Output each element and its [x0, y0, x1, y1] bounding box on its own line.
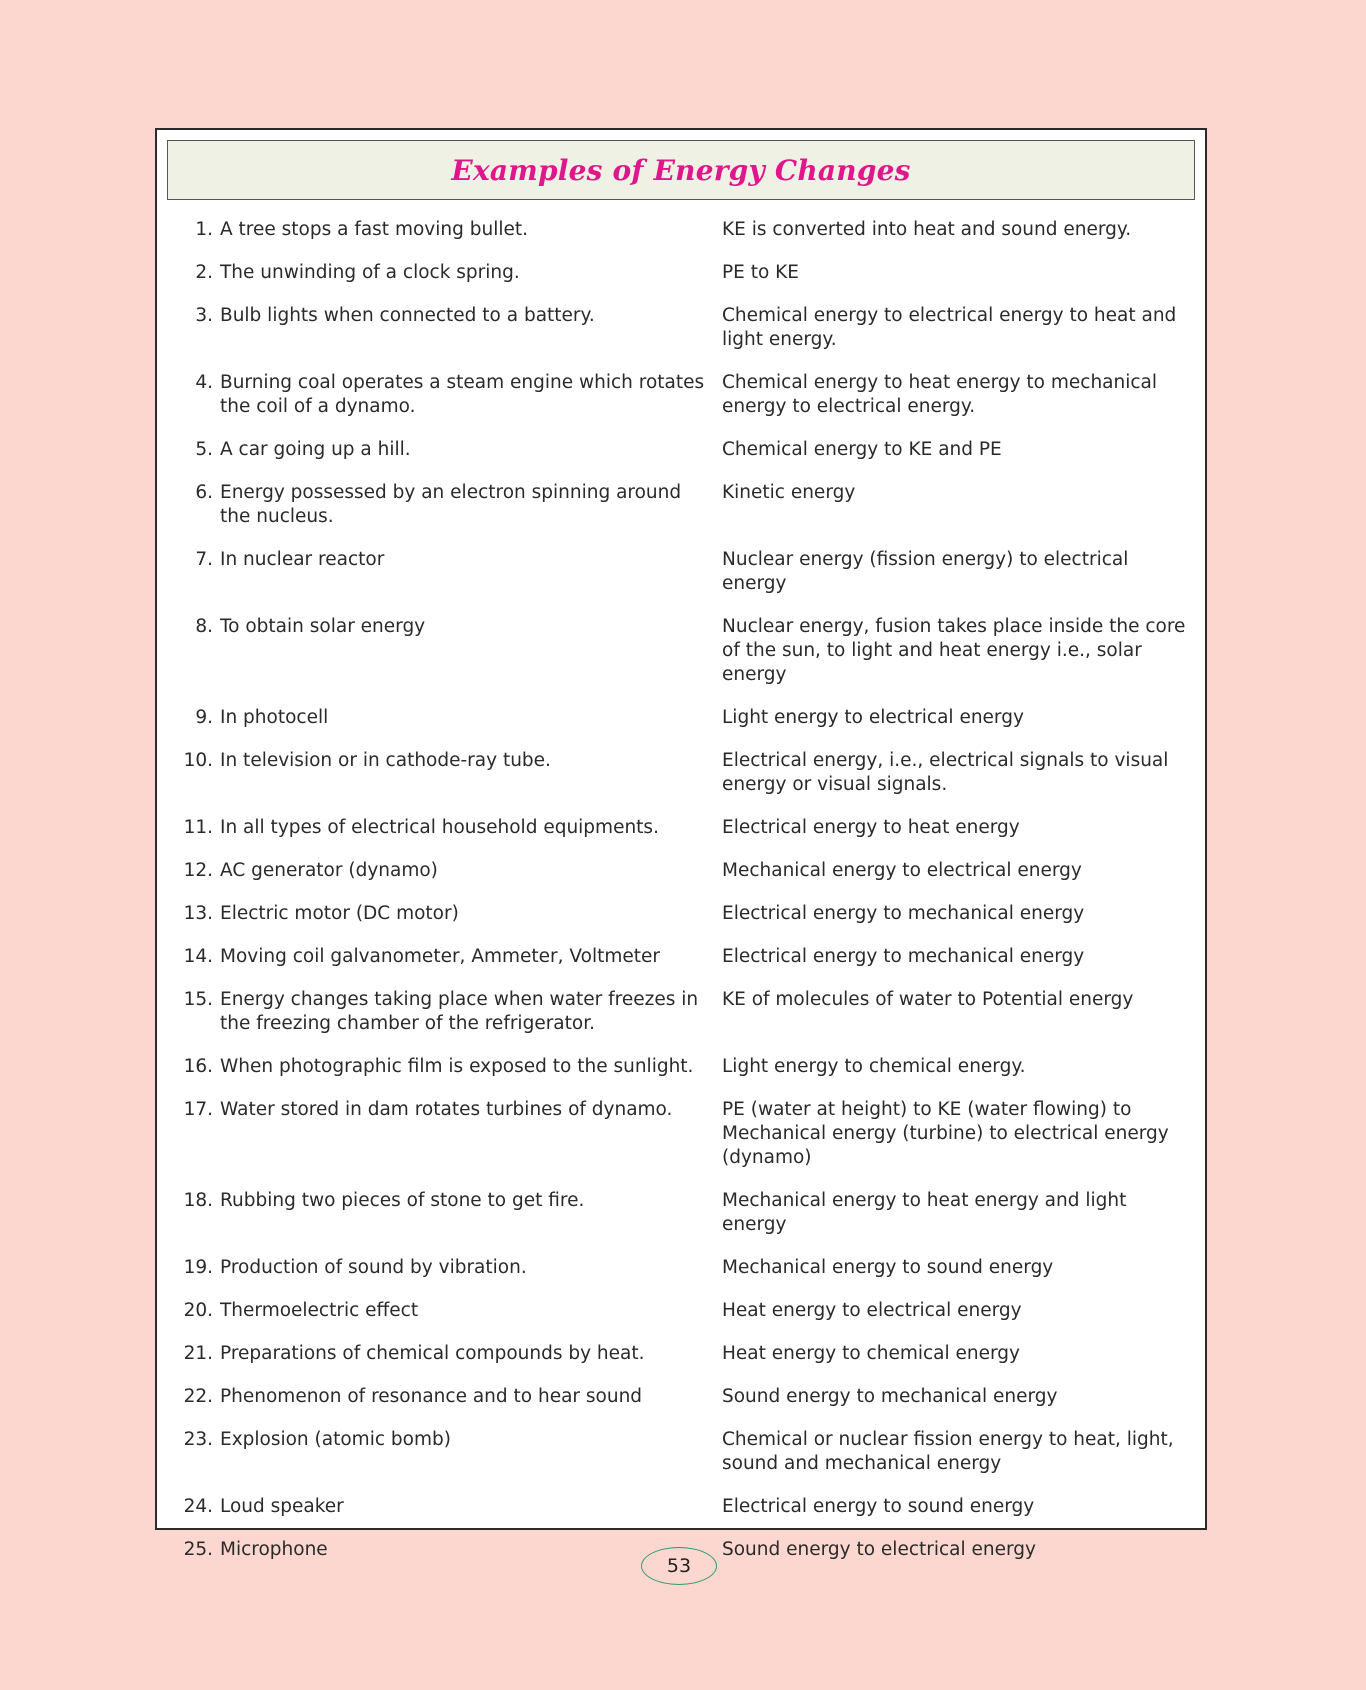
item-example: Microphone [220, 1539, 328, 1560]
item-energy-change: Chemical energy to KE and PE [722, 439, 1002, 460]
page-number: 53 [666, 1555, 692, 1577]
item-example: A tree stops a fast moving bullet. [220, 219, 528, 240]
item-number: 22. [183, 1386, 213, 1407]
item-example: In nuclear reactor [220, 549, 385, 570]
item-number: 5. [195, 439, 213, 460]
item-energy-change: Mechanical energy to electrical energy [722, 860, 1082, 881]
list-item [165, 1055, 1195, 1079]
item-energy-change: KE of molecules of water to Potential energy [722, 989, 1134, 1010]
item-number: 9. [195, 707, 213, 728]
item-number: 14. [183, 946, 213, 967]
item-energy-change: Electrical energy to mechanical energy [722, 903, 1085, 924]
list-item [165, 218, 1195, 242]
item-number: 10. [183, 750, 213, 771]
item-example: The unwinding of a clock spring. [220, 262, 520, 283]
item-energy-change: Light energy to electrical energy [722, 707, 1024, 728]
item-number: 25. [183, 1539, 213, 1560]
item-number: 8. [195, 616, 213, 637]
item-energy-change: Kinetic energy [722, 482, 856, 503]
item-energy-change: Electrical energy to heat energy [722, 817, 1020, 838]
item-number: 21. [183, 1343, 213, 1364]
item-example: Bulb lights when connected to a battery. [220, 305, 595, 326]
title-banner [167, 140, 1195, 200]
list-item [165, 438, 1195, 462]
list-item [165, 945, 1195, 969]
item-example: AC generator (dynamo) [220, 860, 438, 881]
item-number: 4. [195, 372, 213, 393]
item-energy-change: Chemical energy to heat energy to mechanical energy to electrical energy. [722, 372, 1158, 417]
list-item [165, 304, 1195, 352]
item-example: Phenomenon of resonance and to hear sound [220, 1386, 643, 1407]
list-item [165, 816, 1195, 840]
item-energy-change: Electrical energy to sound energy [722, 1496, 1035, 1517]
list-item [165, 481, 1195, 529]
item-energy-change: Chemical energy to electrical energy to heat and light energy. [722, 305, 1177, 350]
item-number: 19. [183, 1257, 213, 1278]
item-energy-change: Sound energy to mechanical energy [722, 1386, 1058, 1407]
list-item [165, 1256, 1195, 1280]
item-energy-change: Mechanical energy to sound energy [722, 1257, 1054, 1278]
item-energy-change: Light energy to chemical energy. [722, 1056, 1026, 1077]
item-example: Moving coil galvanometer, Ammeter, Voltmeter [220, 946, 660, 967]
item-example: In all types of electrical household equipments. [220, 817, 659, 838]
item-example: To obtain solar energy [220, 616, 426, 637]
page-title: Examples of Energy Changes [451, 153, 911, 187]
item-example: Explosion (atomic bomb) [220, 1429, 451, 1450]
item-example: Energy changes taking place when water freezes in the freezing chamber of the refrigerator. [220, 989, 699, 1034]
item-energy-change: Mechanical energy to heat energy and light energy [722, 1190, 1127, 1235]
item-energy-change: Chemical or nuclear fission energy to heat, light, sound and mechanical energy [722, 1429, 1174, 1474]
item-example: In television or in cathode-ray tube. [220, 750, 551, 771]
item-number: 15. [183, 989, 213, 1010]
item-example: Electric motor (DC motor) [220, 903, 459, 924]
item-number: 16. [183, 1056, 213, 1077]
item-example: When photographic film is exposed to the sunlight. [220, 1056, 694, 1077]
item-example: Rubbing two pieces of stone to get fire. [220, 1190, 585, 1211]
item-example: Energy possessed by an electron spinning around the nucleus. [220, 482, 682, 527]
item-number: 17. [183, 1099, 213, 1120]
item-number: 3. [195, 305, 213, 326]
item-energy-change: Heat energy to chemical energy [722, 1343, 1020, 1364]
content-frame [155, 128, 1207, 1560]
item-example: Burning coal operates a steam engine which rotates the coil of a dynamo. [220, 372, 705, 417]
list-item [165, 902, 1195, 926]
list-item [165, 261, 1195, 285]
item-number: 13. [183, 903, 213, 924]
item-energy-change: Nuclear energy (fission energy) to electrical energy [722, 549, 1129, 594]
list-item [165, 859, 1195, 883]
item-energy-change: Heat energy to electrical energy [722, 1300, 1022, 1321]
item-example: Production of sound by vibration. [220, 1257, 527, 1278]
item-number: 20. [183, 1300, 213, 1321]
item-example: Preparations of chemical compounds by heat. [220, 1343, 645, 1364]
item-number: 1. [195, 219, 213, 240]
item-number: 7. [195, 549, 213, 570]
list-item [165, 548, 1195, 596]
item-energy-change: Electrical energy, i.e., electrical signals to visual energy or visual signals. [722, 750, 1169, 795]
list-item [165, 749, 1195, 797]
item-example: A car going up a hill. [220, 439, 411, 460]
item-energy-change: Nuclear energy, fusion takes place inside the core of the sun, to light and heat energy i.e., solar energy [722, 616, 1186, 685]
list-item [165, 706, 1195, 730]
item-example: In photocell [220, 707, 329, 728]
list-item [165, 371, 1195, 419]
item-number: 23. [183, 1429, 213, 1450]
item-number: 24. [183, 1496, 213, 1517]
item-energy-change: KE is converted into heat and sound energy. [722, 219, 1132, 240]
list-item [165, 1189, 1195, 1237]
item-number: 6. [195, 482, 213, 503]
item-number: 2. [195, 262, 213, 283]
item-energy-change: PE to KE [722, 262, 799, 283]
item-example: Loud speaker [220, 1496, 344, 1517]
item-example: Water stored in dam rotates turbines of dynamo. [220, 1099, 673, 1120]
list-item [165, 1299, 1195, 1323]
item-example: Thermoelectric effect [220, 1300, 419, 1321]
list-item [165, 615, 1195, 687]
item-number: 12. [183, 860, 213, 881]
item-number: 11. [183, 817, 213, 838]
list-item [165, 1098, 1195, 1170]
item-energy-change: Electrical energy to mechanical energy [722, 946, 1085, 967]
item-energy-change: PE (water at height) to KE (water flowing) to Mechanical energy (turbine) to electrical energy (dynamo) [722, 1099, 1169, 1168]
list-item [165, 1495, 1195, 1519]
energy-changes-list [165, 218, 1195, 1581]
page-number-badge [641, 1547, 717, 1585]
item-energy-change: Sound energy to electrical energy [722, 1539, 1036, 1560]
list-item [165, 988, 1195, 1036]
list-item [165, 1342, 1195, 1366]
item-number: 18. [183, 1190, 213, 1211]
list-item [165, 1428, 1195, 1476]
list-item [165, 1385, 1195, 1409]
